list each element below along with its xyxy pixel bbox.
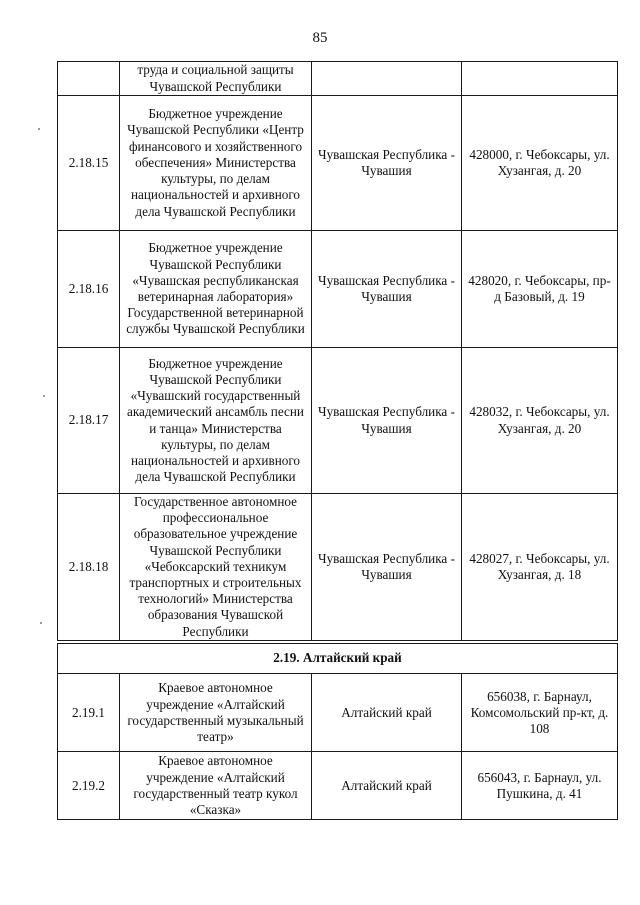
- cell-address: 428000, г. Чебоксары, ул. Хузангая, д. 20: [462, 96, 618, 231]
- cell-institution-name: Бюджетное учреждение Чувашской Республики «Чувашский государственный академический ансамбль песни и танца» Министерства культуры, по делам национальностей и архивного дела Чувашской Республики: [120, 348, 312, 494]
- cell-number: 2.19.2: [58, 752, 120, 820]
- cell-number: 2.18.15: [58, 96, 120, 231]
- page-number: 85: [312, 30, 328, 46]
- cell-number: 2.18.17: [58, 348, 120, 494]
- cell-region: Чувашская Республика - Чувашия: [312, 494, 462, 642]
- table-row: [58, 62, 618, 96]
- table-row: [58, 752, 618, 820]
- cell-number: 2.18.16: [58, 231, 120, 348]
- scan-artifact-mark: [38, 128, 40, 130]
- cell-region: Чувашская Республика - Чувашия: [312, 231, 462, 348]
- scan-artifact-mark: [40, 622, 42, 624]
- cell-address: [462, 62, 618, 96]
- cell-number: 2.18.18: [58, 494, 120, 642]
- cell-address: 656043, г. Барнаул, ул. Пушкина, д. 41: [462, 752, 618, 820]
- cell-region: Алтайский край: [312, 752, 462, 820]
- cell-number: [58, 62, 120, 96]
- section-header-row: [58, 642, 618, 674]
- cell-region: [312, 62, 462, 96]
- cell-institution-name: Краевое автономное учреждение «Алтайский государственный театр кукол «Сказка»: [120, 752, 312, 820]
- registry-table: [57, 61, 618, 820]
- table-row: [58, 674, 618, 752]
- table-row: [58, 494, 618, 642]
- cell-institution-name: Краевое автономное учреждение «Алтайский государственный музыкальный театр»: [120, 674, 312, 752]
- section-title: 2.19. Алтайский край: [58, 642, 618, 674]
- cell-region: Алтайский край: [312, 674, 462, 752]
- cell-institution-name: труда и социальной защиты Чувашской Республики: [120, 62, 312, 96]
- cell-address: 428027, г. Чебоксары, ул. Хузангая, д. 18: [462, 494, 618, 642]
- cell-region: Чувашская Республика - Чувашия: [312, 96, 462, 231]
- cell-institution-name: Бюджетное учреждение Чувашской Республики «Чувашская республиканская ветеринарная лаборатория» Государственной ветеринарной службы Чувашской Республики: [120, 231, 312, 348]
- table-row: [58, 348, 618, 494]
- cell-institution-name: Бюджетное учреждение Чувашской Республики «Центр финансового и хозяйственного обеспечения» Министерства культуры, по делам национальностей и архивного дела Чувашской Республики: [120, 96, 312, 231]
- cell-region: Чувашская Республика - Чувашия: [312, 348, 462, 494]
- cell-number: 2.19.1: [58, 674, 120, 752]
- table-row: [58, 96, 618, 231]
- cell-address: 656038, г. Барнаул, Комсомольский пр-кт, д. 108: [462, 674, 618, 752]
- cell-address: 428020, г. Чебоксары, пр-д Базовый, д. 19: [462, 231, 618, 348]
- cell-address: 428032, г. Чебоксары, ул. Хузангая, д. 20: [462, 348, 618, 494]
- cell-institution-name: Государственное автономное профессиональное образовательное учреждение Чувашской Республики «Чебоксарский техникум транспортных и строительных технологий» Министерства образования Чувашской Республики: [120, 494, 312, 642]
- scan-artifact-mark: [43, 395, 45, 397]
- table-row: [58, 231, 618, 348]
